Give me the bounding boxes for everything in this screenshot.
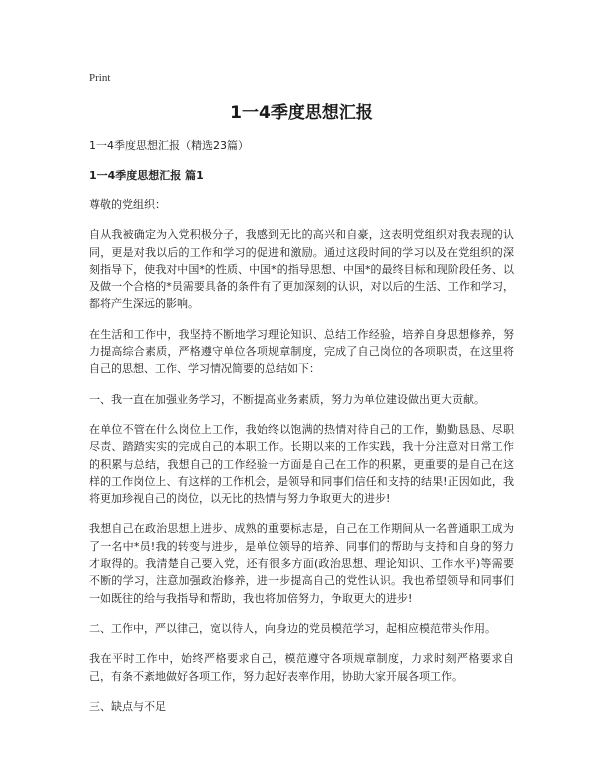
- paragraph-work: 在单位不管在什么岗位上工作，我始终以饱满的热情对待自己的工作，勤勤恳恳、尽职尽责、踏踏实实的完成自己的本职工作。长期以来的工作实践，我十分注意对日常工作的积累与总结，我想自己的工作经验一方面是自己在工作的积累，更重要的是自己在这样的工作岗位上、有这样的工作机会，是领导和同事们信任和支持的结果!正因如此，我将更加珍视自己的岗位，以无比的热情与努力争取更大的进步!: [89, 422, 514, 506]
- paragraph-daily-work: 我在平时工作中，始终严格要求自己，模范遵守各项规章制度，力求时刻严格要求自己，有条不紊地做好各项工作，努力起好表率作用，协助大家开展各项工作。: [89, 652, 514, 683]
- document-title: 1一4季度思想汇报: [230, 103, 373, 123]
- print-label[interactable]: Print: [89, 72, 111, 84]
- paragraph-point-two: 二、工作中，严以律己，宽以待人，向身边的党员模范学习，起相应模范带头作用。: [89, 621, 496, 635]
- paragraph-political: 我想自己在政治思想上进步、成熟的重要标志是，自己在工作期间从一名普通职工成为了一名中*员!我的转变与进步，是单位领导的培养、同事们的帮助与支持和自身的努力才取得的。我清楚自己要入党，还有很多方面(政治思想、理论知识、工作水平)等需要不断的学习，注意加强政治修养，进一步提高自己的党性认识。我也希望领导和同事们一如既往的给与我指导和帮助，我也将加倍努力，争取更大的进步!: [89, 522, 514, 605]
- paragraph-intro: 自从我被确定为入党积极分子，我感到无比的高兴和自豪，这表明党组织对我表现的认同，更是对我以后的工作和学习的促进和激励。通过这段时间的学习以及在党组织的深刻指导下，使我对中国*的性质、中国*的指导思想、中国*的最终目标和现阶段任务、以及做一个合格的*员需要具备的条件有了更加深刻的认识，对以后的生活、工作和学习，都将产生深远的影响。: [89, 228, 514, 311]
- document-subtitle: 1一4季度思想汇报（精选23篇）: [89, 139, 249, 152]
- paragraph-summary: 在生活和工作中，我坚持不断地学习理论知识、总结工作经验，培养自身思想修养，努力提高综合素质，严格遵守单位各项规章制度，完成了自己岗位的各项职责，在这里将自己的思想、工作、学习情况简要的总结如下：: [89, 327, 514, 376]
- greeting: 尊敬的党组织：: [89, 198, 166, 211]
- paragraph-point-one: 一、我一直在加强业务学习，不断提高业务素质，努力为单位建设做出更大贡献。: [89, 392, 485, 406]
- section-heading: 1一4季度思想汇报 篇1: [89, 169, 204, 182]
- paragraph-point-three: 三、缺点与不足: [89, 699, 166, 713]
